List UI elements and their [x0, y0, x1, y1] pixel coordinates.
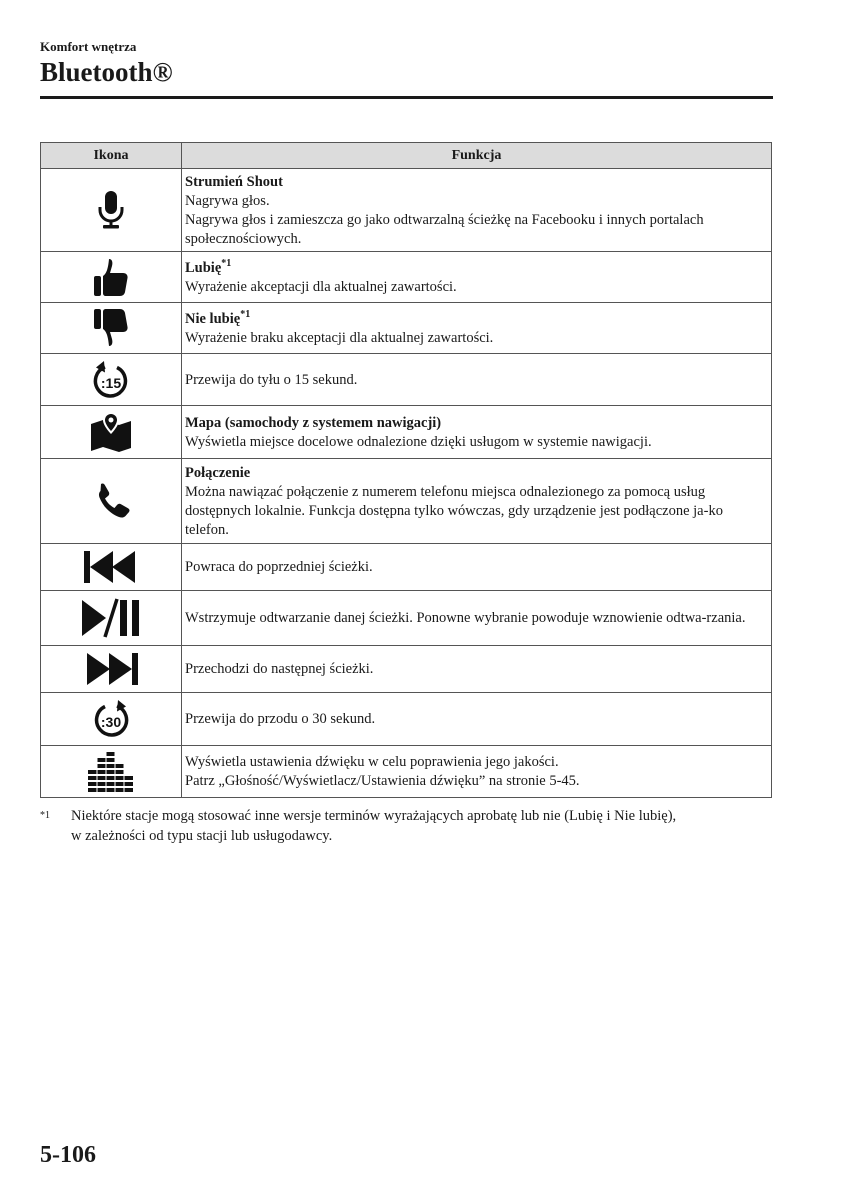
- row-text: Wyświetla ustawienia dźwięku w celu poprawienia jego jakości.: [185, 754, 559, 770]
- rewind-15-label: :15: [100, 374, 122, 391]
- row-name: Mapa (samochody z systemem nawigacji): [185, 414, 442, 431]
- map-icon: [89, 412, 133, 452]
- table-row: [41, 406, 772, 459]
- table-row: [41, 544, 772, 591]
- row-name: Lubię: [185, 259, 222, 276]
- row-text: Przewija do przodu o 30 sekund.: [185, 711, 376, 727]
- table-row: [41, 169, 772, 252]
- row-text: Nagrywa głos.: [185, 192, 270, 209]
- header-icon: Ikona: [41, 143, 182, 169]
- title-rule: [40, 96, 773, 99]
- row-text: Patrz „Głośność/Wyświetlacz/Ustawienia dźwięku” na stronie 5-45.: [185, 773, 580, 789]
- row-text: Nagrywa głos i zamieszcza go jako odtwarzalną ścieżkę na Facebooku i innych portalach społecznościowych.: [185, 211, 704, 247]
- footnote: [40, 806, 780, 846]
- table-row: [41, 354, 772, 406]
- table-row: [41, 591, 772, 646]
- row-name: Połączenie: [185, 464, 251, 481]
- footnote-ref: *1: [240, 308, 251, 320]
- footnote-ref: *1: [221, 257, 232, 269]
- row-text: Wyrażenie braku akceptacji dla aktualnej zawartości.: [185, 329, 494, 346]
- footnote-text: w zależności od typu stacji lub usługodawcy.: [71, 828, 333, 844]
- play-pause-icon: [80, 598, 142, 638]
- row-text: Wyświetla miejsce docelowe odnalezione dzięki usługom w systemie nawigacji.: [185, 433, 652, 450]
- row-text: Wyrażenie akceptacji dla aktualnej zawartości.: [185, 278, 457, 295]
- table-row: [41, 252, 772, 303]
- section-label: Komfort wnętrza: [40, 39, 137, 54]
- forward-30-label: :30: [100, 714, 122, 730]
- page-number: 5-106: [40, 1142, 96, 1168]
- header-function: Funkcja: [182, 143, 772, 169]
- row-name: Nie lubię: [185, 310, 241, 327]
- previous-track-icon: [83, 549, 139, 585]
- phone-icon: [91, 481, 131, 521]
- forward-30-icon: [91, 699, 131, 739]
- table-header-row: [41, 143, 772, 169]
- thumbs-down-icon: [93, 308, 129, 348]
- row-text: Wstrzymuje odtwarzanie danej ścieżki. Ponowne wybranie powoduje wznowienie odtwa-rzania.: [185, 610, 746, 626]
- footnote-mark: *1: [40, 810, 50, 821]
- table-row: [41, 646, 772, 693]
- row-text: Powraca do poprzedniej ścieżki.: [185, 559, 373, 575]
- microphone-icon: [96, 190, 126, 230]
- table-row: [41, 693, 772, 746]
- table-row: [41, 746, 772, 798]
- table-row: [41, 459, 772, 544]
- footnote-text: Niektóre stacje mogą stosować inne wersje terminów wyrażających aprobatę lub nie (Lubię i Nie lubię),: [71, 808, 677, 824]
- row-name: Strumień Shout: [185, 173, 283, 190]
- next-track-icon: [83, 651, 139, 687]
- page-title: Bluetooth®: [40, 57, 173, 87]
- row-text: Można nawiązać połączenie z numerem telefonu miejsca odnalezionego za pomocą usług dostępnych lokalnie. Funkcja dostępna tylko wówczas, gdy urządzenie jest podłączone ja-ko telefon.: [185, 483, 723, 538]
- row-text: Przechodzi do następnej ścieżki.: [185, 661, 374, 677]
- table-row: [41, 303, 772, 354]
- equalizer-icon: [87, 751, 135, 793]
- function-table: [40, 142, 772, 798]
- row-text: Przewija do tyłu o 15 sekund.: [185, 371, 358, 388]
- rewind-15-icon: [91, 360, 131, 400]
- thumbs-up-icon: [93, 257, 129, 297]
